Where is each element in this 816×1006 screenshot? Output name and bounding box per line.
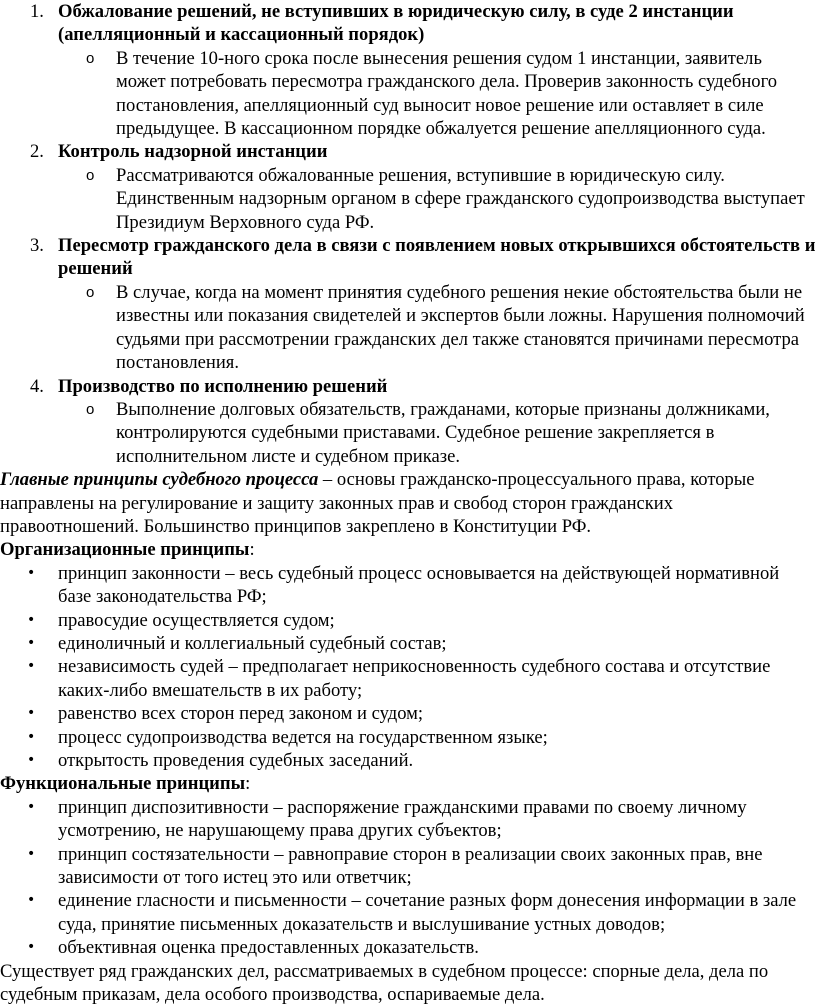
list-item-text: принцип состязательности – равноправие сторон в реализации своих законных прав, вне зависимости от того истец это или ответчик; [58,843,763,889]
numbered-item-4 [0,375,816,469]
item-title: Производство по исполнению решений [58,375,388,397]
circle-bullet-icon: o [86,283,95,301]
list-item [0,632,816,655]
heading-colon: : [249,539,255,561]
list-item-text: объективная оценка предоставленных доказательств. [58,937,479,959]
list-item [0,796,816,843]
list-item [0,702,816,725]
functional-list [0,796,816,960]
bullet-icon: • [27,658,36,675]
list-item [0,843,816,890]
list-item [0,936,816,959]
list-item [0,562,816,609]
bullet-icon: • [27,845,36,862]
list-item-text: принцип законности – весь судебный процесс основывается на действующей нормативной базе законодательства РФ; [58,562,780,608]
sub-item-text: В течение 10-ного срока после вынесения решения судом 1 инстанции, заявитель может потребовать пересмотра гражданского дела. Проверив законность судебного постановления, апелляционный суд выносит новое решение или оставляет в силе предыдущее. В кассационном порядке обжалуется решение апелляционного суда. [116,47,778,140]
functional-heading: Функциональные принципы [0,773,246,795]
list-item-text: открытость проведения судебных заседаний. [58,750,414,771]
bullet-icon: • [27,705,36,722]
sub-item-text: Рассматриваются обжалованные решения, вступившие в юридическую силу. Единственным надзорным органом в сфере гражданского судопроизводства выступает Президиум Верховного суда РФ. [116,164,805,233]
closing-paragraph: Существует ряд гражданских дел, рассматриваемых в судебном процессе: спорные дела, дела по судебным приказам, дела особого производства, оспариваемые дела. [0,960,769,1006]
item-number: 4. [30,375,44,397]
principles-intro [0,468,816,538]
bullet-icon: • [27,564,36,581]
bullet-icon: • [27,611,36,628]
circle-bullet-icon: o [86,400,95,418]
bullet-icon: • [27,728,36,745]
list-item [0,749,816,772]
list-item-text: принцип диспозитивности – распоряжение гражданскими правами по своему личному усмотрению, не нарушающему права других субъектов; [58,796,747,842]
item-number: 1. [30,1,44,22]
principles-term: Главные принципы судебного процесса [0,469,319,491]
list-item-text: процесс судопроизводства ведется на государственном языке; [58,726,548,748]
list-item-text: единение гласности и письменности – сочетание разных форм донесения информации в зале суда, принятие письменных доказательств и выслушивание устных доводов; [58,890,797,935]
bullet-icon: • [27,892,36,909]
numbered-item-1 [0,0,816,140]
item-number: 3. [30,235,44,257]
sub-item-text: В случае, когда на момент принятия судебного решения некие обстоятельства были не известны или показания свидетелей и экспертов были ложны. Нарушения полномочий судьями при рассмотрении гражданских дел также становятся причинами пересмотра постановления. [116,281,805,374]
circle-bullet-icon: o [86,49,95,67]
principles-definition: – основы гражданско-процессуального права, которые направлены на регулирование и защиту законных прав и свобод сторон гражданских правоотношений. Большинство принципов закреплено в Конституции РФ. [0,469,755,537]
functional-heading-line [0,772,816,795]
heading-colon: : [245,773,251,795]
organizational-heading: Организационные принципы [0,539,250,561]
bullet-icon: • [27,634,36,651]
list-item [0,889,816,936]
sub-item [0,47,816,141]
numbered-item-2 [0,140,816,234]
item-number: 2. [30,141,44,163]
sub-item [0,164,816,234]
list-item [0,726,816,749]
sub-item-text: Выполнение долговых обязательств, гражданами, которые признаны должниками, контролируются судебными приставами. Судебное решение закрепляется в исполнительном листе и судебном приказе. [116,398,770,467]
item-title: Пересмотр гражданского дела в связи с появлением новых открывшихся обстоятельств и решений [58,235,816,280]
list-item-text: правосудие осуществляется судом; [58,609,335,631]
bullet-icon: • [27,798,36,815]
sub-item [0,398,816,468]
bullet-icon: • [27,939,36,956]
numbered-item-3 [0,234,816,374]
list-item [0,655,816,702]
sub-item [0,281,816,375]
bullet-icon: • [27,752,36,768]
list-item-text: независимость судей – предполагает неприкосновенность судебного состава и отсутствие каких-либо вмешательств в их работу; [58,656,771,701]
item-title: Обжалование решений, не вступивших в юридическую силу, в суде 2 инстанции (апелляционный и кассационный порядок) [58,1,734,46]
numbered-list [0,0,816,468]
circle-bullet-icon: o [86,166,95,184]
list-item-text: равенство всех сторон перед законом и судом; [58,703,424,725]
list-item [0,609,816,632]
organizational-list [0,562,816,773]
organizational-heading-line [0,538,816,561]
item-title: Контроль надзорной инстанции [58,141,328,163]
list-item-text: единоличный и коллегиальный судебный состав; [58,632,447,654]
